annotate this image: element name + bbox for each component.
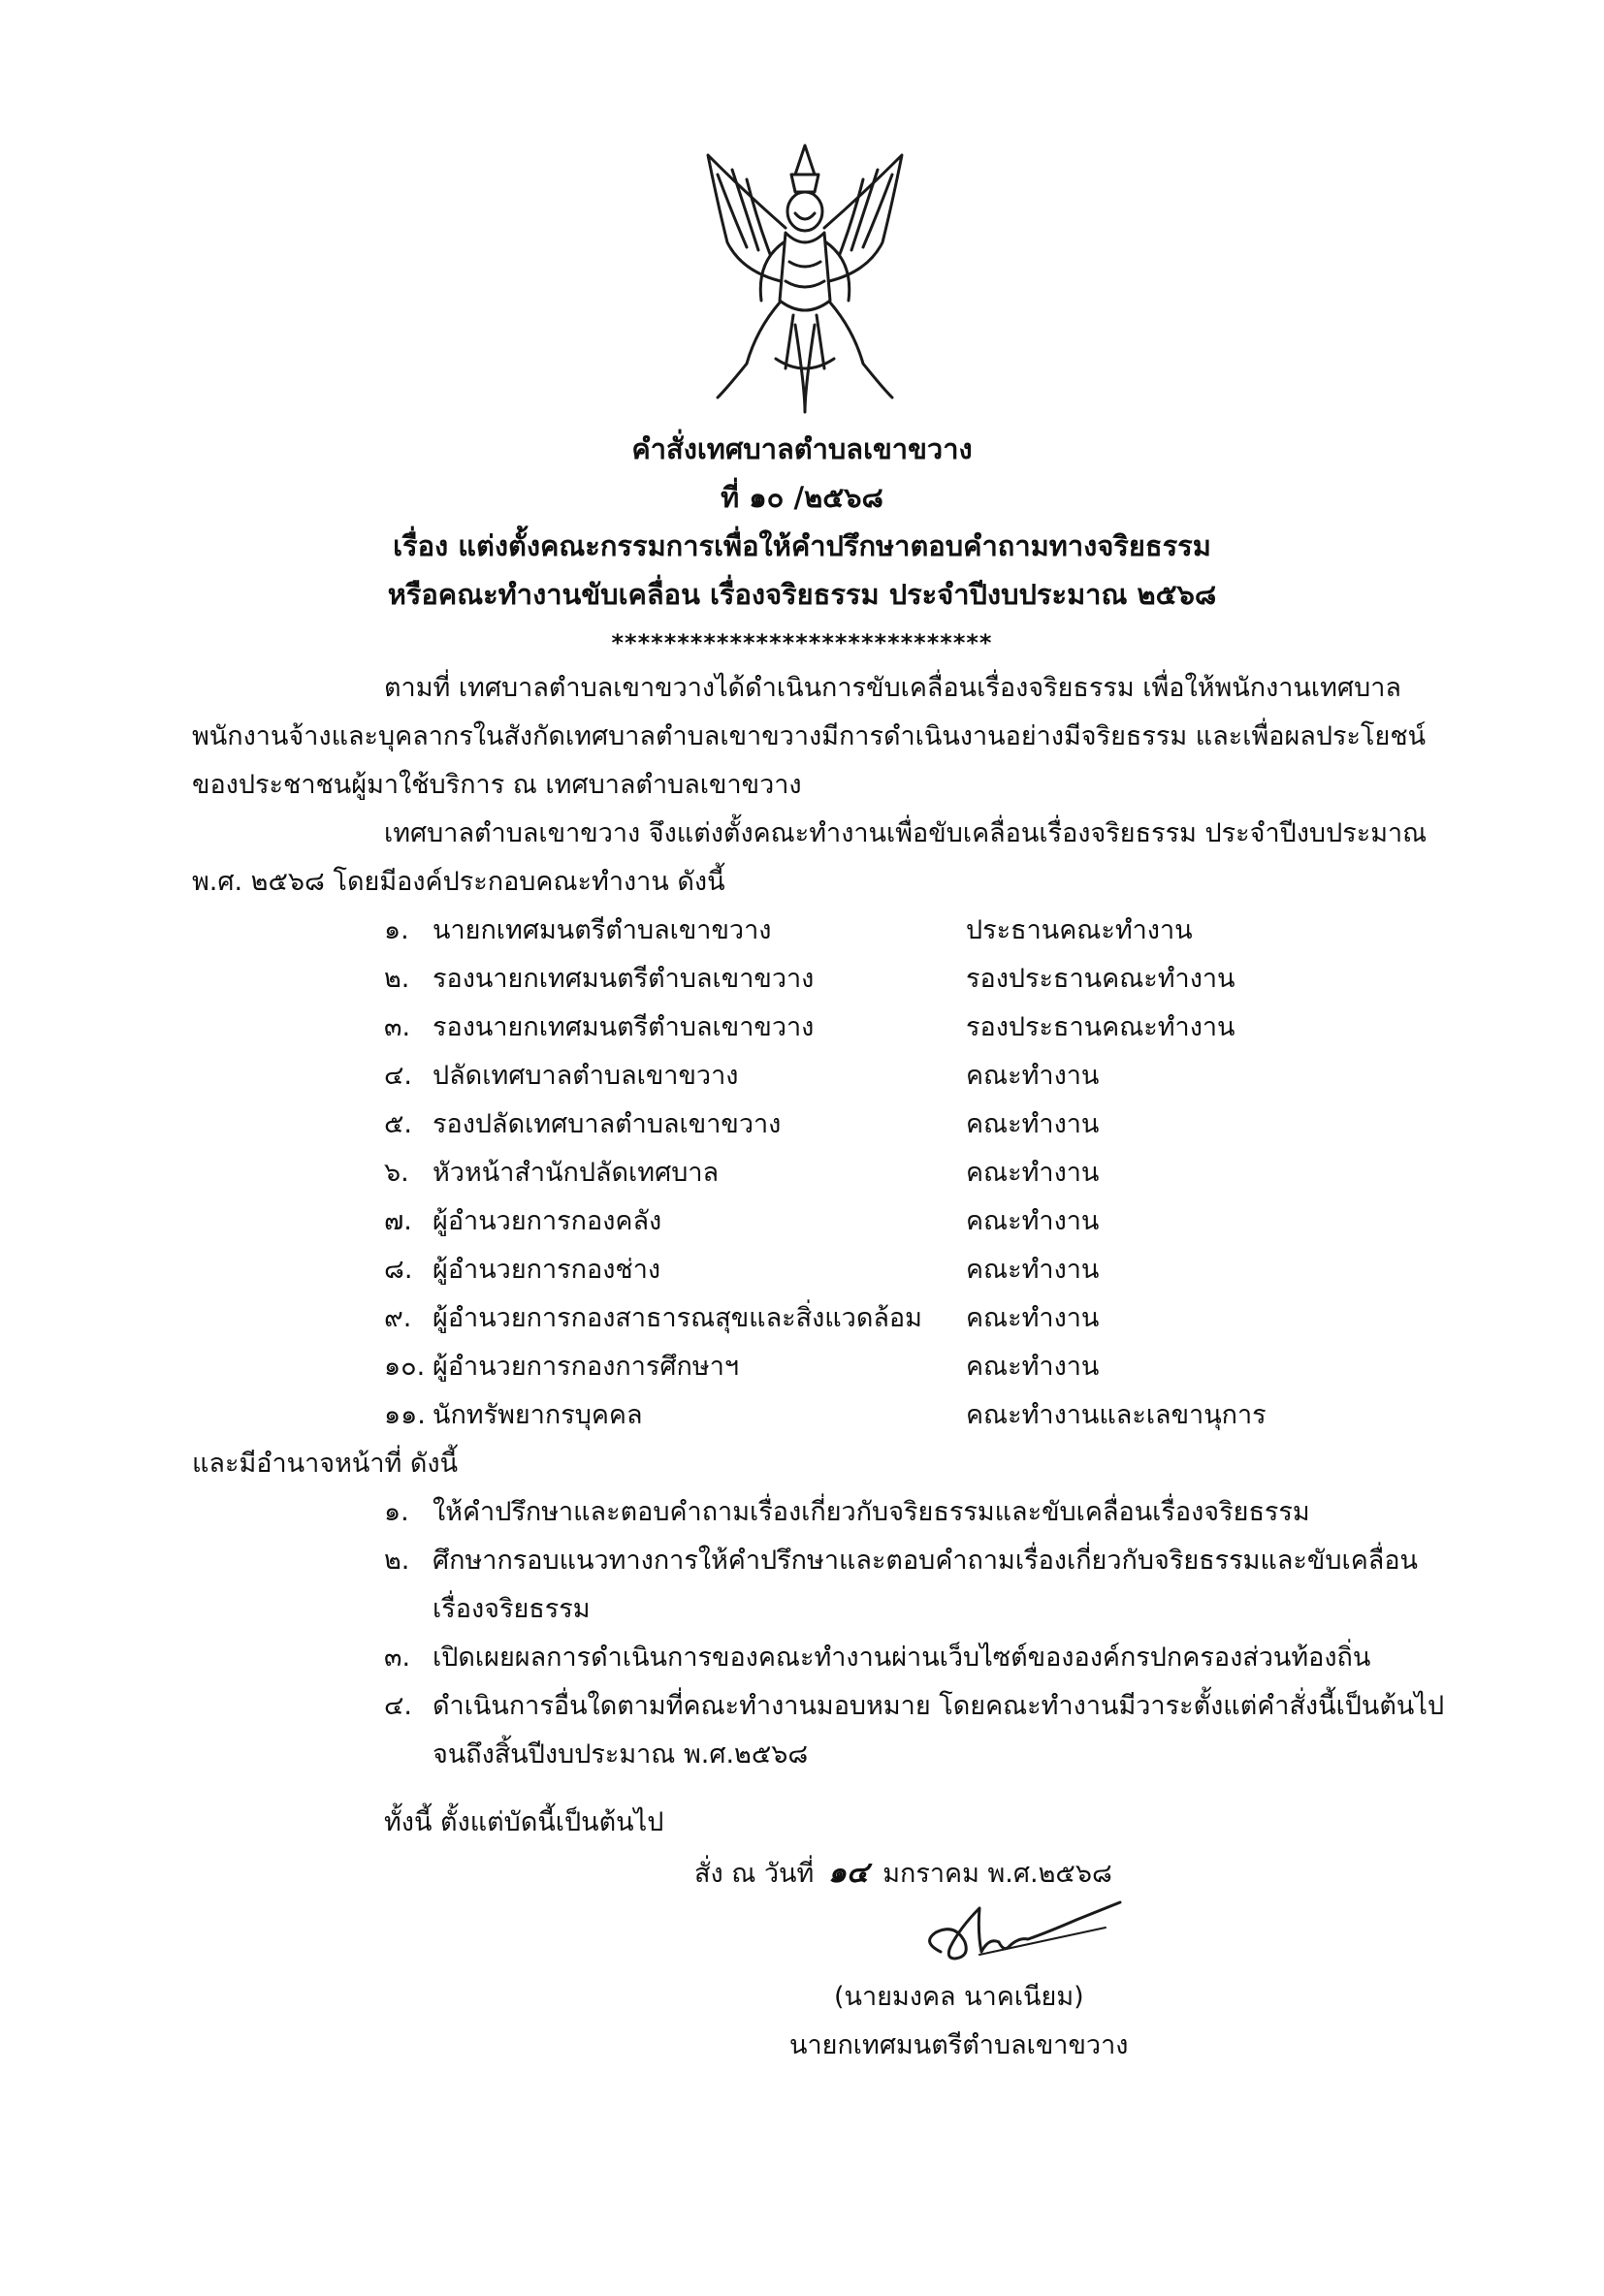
member-name: รองนายกเทศมนตรีตำบลเขาขวาง: [433, 964, 815, 994]
duty-number: ๔.: [384, 1691, 413, 1721]
member-role: รองประธานคณะทำงาน: [966, 1012, 1235, 1042]
paragraph-2-line-2: พ.ศ. ๒๕๖๘ โดยมีองค์ประกอบคณะทำงาน ดังนี้: [192, 867, 725, 897]
member-number: ๒.: [384, 964, 410, 994]
member-name: ผู้อำนวยการกองสาธารณสุขและสิ่งแวดล้อม: [433, 1303, 922, 1333]
date-month-year: มกราคม พ.ศ.๒๕๖๘: [882, 1859, 1112, 1889]
member-role: คณะทำงาน: [966, 1158, 1100, 1188]
duty-text: ให้คำปรึกษาและตอบคำถามเรื่องเกี่ยวกับจริยธรรมและขับเคลื่อนเรื่องจริยธรรม: [433, 1497, 1310, 1527]
member-role: ประธานคณะทำงาน: [966, 915, 1193, 945]
list-item: [384, 1202, 1354, 1241]
list-item: [384, 1299, 1354, 1338]
member-role: คณะทำงาน: [966, 1109, 1100, 1139]
list-item: [384, 1154, 1354, 1193]
signer-position: นายกเทศมนตรีตำบลเขาขวาง: [789, 2030, 1129, 2060]
member-number: ๗.: [384, 1206, 412, 1236]
order-title: คำสั่งเทศบาลตำบลเขาขวาง: [631, 432, 973, 465]
order-subject-line-2: หรือคณะทำงานขับเคลื่อน เรื่องจริยธรรม ประจำปีงบประมาณ ๒๕๖๘: [387, 578, 1217, 611]
order-number: ที่ ๑๐ /๒๕๖๘: [721, 481, 883, 514]
member-number: ๕.: [384, 1109, 413, 1139]
member-number: ๑๑.: [384, 1400, 426, 1430]
member-name: ปลัดเทศบาลตำบลเขาขวาง: [433, 1061, 739, 1091]
member-role: รองประธานคณะทำงาน: [966, 964, 1235, 994]
duty-number: ๑.: [384, 1497, 409, 1527]
duty-text: ดำเนินการอื่นใดตามที่คณะทำงานมอบหมาย โดยคณะทำงานมีวาระตั้งแต่คำสั่งนี้เป็นต้นไป: [433, 1691, 1445, 1721]
closing-statement: ทั้งนี้ ตั้งแต่บัดนี้เป็นต้นไป: [384, 1807, 664, 1837]
duty-number: ๓.: [384, 1642, 411, 1673]
member-name: หัวหน้าสำนักปลัดเทศบาล: [433, 1158, 720, 1188]
list-item: [384, 1251, 1354, 1290]
order-subject-line-1: เรื่อง แต่งตั้งคณะกรรมการเพื่อให้คำปรึกษาตอบคำถามทางจริยธรรม: [393, 529, 1211, 562]
duty-text-continued: เรื่องจริยธรรม: [433, 1594, 591, 1624]
separator-stars: *****************************: [611, 629, 993, 656]
member-role: คณะทำงาน: [966, 1061, 1100, 1091]
member-name: รองปลัดเทศบาลตำบลเขาขวาง: [433, 1109, 782, 1139]
member-role: คณะทำงาน: [966, 1255, 1100, 1285]
member-name: ผู้อำนวยการกองการศึกษาฯ: [433, 1352, 740, 1382]
list-item: [384, 1348, 1354, 1387]
garuda-emblem-icon: [689, 136, 921, 417]
list-item: [384, 911, 1354, 950]
list-item: [384, 960, 1354, 999]
list-item: [384, 1396, 1354, 1435]
member-number: ๘.: [384, 1255, 413, 1285]
duty-text-continued: จนถึงสิ้นปีงบประมาณ พ.ศ.๒๕๖๘: [433, 1739, 809, 1770]
member-number: ๑.: [384, 915, 409, 945]
member-name: ผู้อำนวยการกองคลัง: [433, 1206, 662, 1236]
paragraph-2-line-1: เทศบาลตำบลเขาขวาง จึงแต่งตั้งคณะทำงานเพื่อขับเคลื่อนเรื่องจริยธรรม ประจำปีงบประมาณ: [384, 818, 1428, 848]
date-prefix: สั่ง ณ วันที่: [694, 1859, 815, 1889]
paragraph-1-line-2: พนักงานจ้างและบุคลากรในสังกัดเทศบาลตำบลเขาขวางมีการดำเนินงานอย่างมีจริยธรรม และเพื่อผลประโยชน์: [192, 721, 1427, 751]
date-day: ๑๔: [827, 1856, 869, 1890]
member-number: ๑๐.: [384, 1352, 426, 1382]
member-name: รองนายกเทศมนตรีตำบลเขาขวาง: [433, 1012, 815, 1042]
duty-text: เปิดเผยผลการดำเนินการของคณะทำงานผ่านเว็บไซต์ขององค์กรปกครองส่วนท้องถิ่น: [433, 1642, 1371, 1673]
member-number: ๓.: [384, 1012, 411, 1042]
list-item: [384, 1105, 1354, 1144]
member-role: คณะทำงาน: [966, 1206, 1100, 1236]
order-date: [694, 1854, 1112, 1894]
handwritten-signature-icon: [912, 1898, 1135, 1976]
member-name: นักทรัพยากรบุคคล: [433, 1400, 643, 1430]
member-role: คณะทำงานและเลขานุการ: [966, 1400, 1267, 1430]
paragraph-1-line-1: ตามที่ เทศบาลตำบลเขาขวางได้ดำเนินการขับเคลื่อนเรื่องจริยธรรม เพื่อให้พนักงานเทศบาล: [384, 673, 1401, 703]
member-role: คณะทำงาน: [966, 1303, 1100, 1333]
duty-text: ศึกษากรอบแนวทางการให้คำปรึกษาและตอบคำถามเรื่องเกี่ยวกับจริยธรรมและขับเคลื่อน: [433, 1546, 1418, 1576]
member-number: ๙.: [384, 1303, 412, 1333]
duties-intro: และมีอำนาจหน้าที่ ดังนี้: [192, 1449, 459, 1479]
member-number: ๖.: [384, 1158, 409, 1188]
list-item: [384, 1057, 1354, 1096]
signer-name: (นายมงคล นาคเนียม): [834, 1982, 1084, 2012]
list-item: [384, 1008, 1354, 1047]
member-name: นายกเทศมนตรีตำบลเขาขวาง: [433, 915, 772, 945]
duty-number: ๒.: [384, 1546, 410, 1576]
member-number: ๔.: [384, 1061, 413, 1091]
paragraph-1-line-3: ของประชาชนผู้มาใช้บริการ ณ เทศบาลตำบลเขาขวาง: [192, 770, 802, 800]
member-name: ผู้อำนวยการกองช่าง: [433, 1255, 661, 1285]
member-role: คณะทำงาน: [966, 1352, 1100, 1382]
